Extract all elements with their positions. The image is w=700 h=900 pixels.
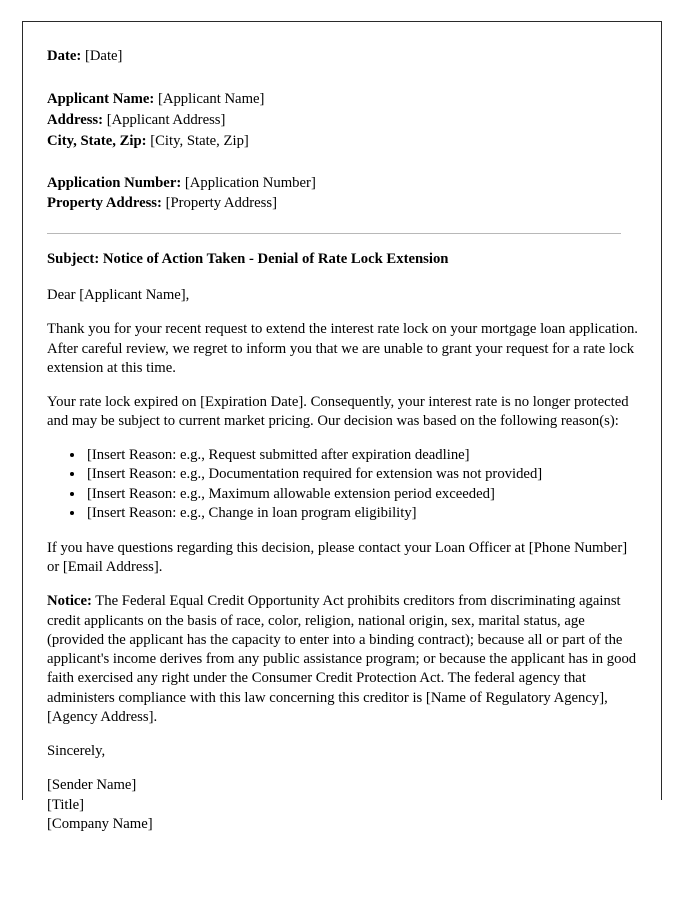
application-number-label: Application Number: [47, 174, 182, 191]
date-line [47, 46, 639, 67]
sender-title: [Title] [47, 796, 84, 813]
document-page [22, 21, 662, 833]
property-address-value: [Property Address] [165, 195, 277, 212]
subject-line: Subject: Notice of Action Taken - Denial of Rate Lock Extension [47, 251, 449, 268]
application-number-line [47, 173, 639, 194]
body-paragraph-1: Thank you for your recent request to extend the interest rate lock on your mortgage loan application. After careful review, we regret to inform you that we are unable to grant your request for a rate lock extension at this time. [47, 321, 638, 376]
spacer-after-applicant [47, 152, 639, 173]
application-block [47, 173, 639, 215]
applicant-name-value: [Applicant Name] [157, 90, 265, 107]
greeting-line: Dear [Applicant Name], [47, 287, 190, 304]
body-paragraph-2: Your rate lock expired on [Expiration Date]. Consequently, your interest rate is no longer protected and may be subject to current market pricing. Our decision was based on the following reason(s): [47, 394, 629, 430]
property-address-label: Property Address: [47, 195, 162, 212]
property-address-line [47, 193, 639, 214]
spacer-after-date [47, 67, 639, 89]
list-item: • [Insert Reason: e.g., Request submitted after expiration deadline] [85, 446, 639, 466]
list-item: • [Insert Reason: e.g., Change in loan program eligibility] [85, 504, 639, 524]
applicant-block [47, 89, 639, 152]
applicant-name-label: Applicant Name: [47, 90, 155, 107]
closing-salutation: Sincerely, [47, 743, 106, 760]
notice-text: The Federal Equal Credit Opportunity Act prohibits creditors from discriminating against credit applicants on the basis of race, color, religion, national origin, sex, marital status, age (provided the applicant has the capacity to enter into a binding contract); because all or part of the applicant's income derives from any public assistance program; or because the applicant has in good faith exercised any right under the Consumer Credit Protection Act. The federal agency that administers compliance with this law concerning this creditor is [Name of Regulatory Agency], [Agency Address]. [47, 593, 637, 725]
ecoa-notice-paragraph [47, 592, 639, 727]
date-value: [Date] [84, 48, 123, 64]
header-block [47, 46, 639, 67]
notice-label: Notice: [47, 593, 92, 610]
city-state-zip-value: [City, State, Zip] [150, 132, 249, 149]
spacer-after-salutation [47, 761, 639, 776]
spacer-after-divider [47, 234, 639, 250]
city-state-zip-label: City, State, Zip: [47, 132, 147, 149]
address-line [47, 110, 639, 131]
address-label: Address: [47, 111, 104, 128]
date-label: Date: [47, 48, 82, 64]
list-item: • [Insert Reason: e.g., Maximum allowable extension period exceeded] [85, 485, 639, 505]
sender-name: [Sender Name] [47, 777, 137, 794]
closing-block [47, 742, 639, 835]
denial-reasons-list [47, 446, 639, 524]
city-state-zip-line [47, 131, 639, 152]
document-body [23, 22, 661, 835]
body-paragraph-3: If you have questions regarding this decision, please contact your Loan Officer at [Phone Number] or [Email Address]. [47, 539, 628, 576]
list-item: • [Insert Reason: e.g., Documentation required for extension was not provided] [85, 465, 639, 485]
address-value: [Applicant Address] [106, 111, 226, 128]
company-name: [Company Name] [47, 816, 153, 833]
applicant-name-line [47, 89, 639, 110]
application-number-value: [Application Number] [184, 174, 316, 191]
spacer-before-divider [47, 214, 639, 233]
